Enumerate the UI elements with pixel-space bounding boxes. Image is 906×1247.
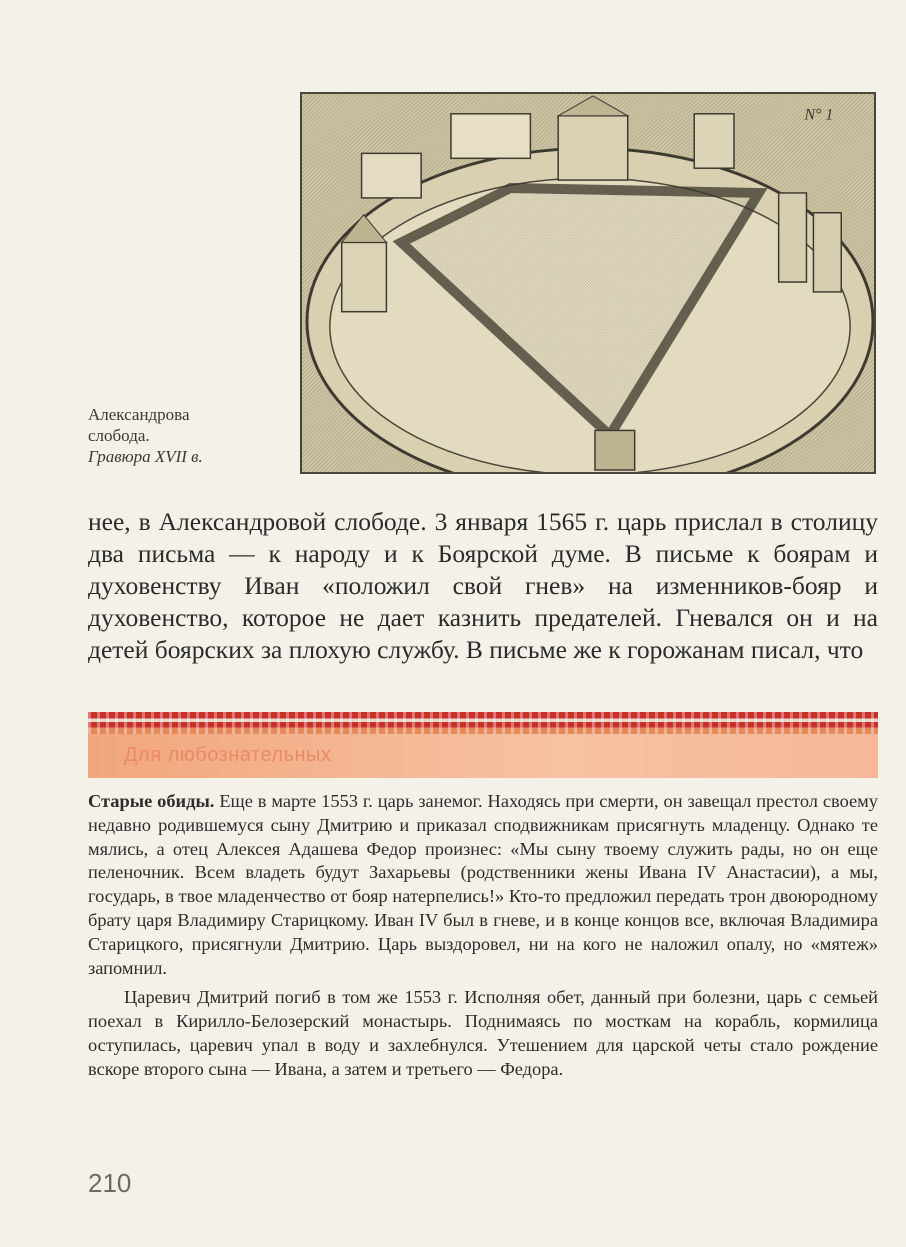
sidebar-header-band: [88, 734, 878, 778]
caption-line-2: слобода.: [88, 426, 150, 445]
page-number: 210: [88, 1168, 132, 1198]
sidebar-decorative-stripe: [88, 712, 878, 734]
engraving-image: [300, 92, 876, 474]
alexandrova-sloboda-engraving: [302, 94, 874, 472]
caption-line-3: Гравюра XVII в.: [88, 447, 203, 466]
main-paragraph: нее, в Александровой слободе. 3 января 1565 г. царь прислал в столицу два письма — к народу и к Боярской думе. В письме к боярам и духовенству Иван «положил свой гнев» на изменников-бояр и духовенство, которое не дает казнить предателей. Гневался он и на детей боярских за плохую службу. В письме же к горожанам писал, что: [88, 507, 878, 664]
main-body-text: [88, 506, 878, 666]
caption-line-1: Александрова: [88, 405, 190, 424]
sidebar-title: Для любознательных: [124, 744, 332, 766]
sidebar-paragraph-1-body: Еще в марте 1553 г. царь занемог. Находясь при смерти, он завещал престол своему недавно родившемуся сыну Дмитрию и приказал сподвижникам присягнуть младенцу. Однако те мялись, а отец Алексея Адашева Федор произнес: «Мы сыну твоему служить рады, но он еще пеленочник. Всем владеть будут Захарьевы (родственники жены Ивана IV Анастасии), а мы, государь, в твое младенчество от бояр натерпелись!» Кто-то предложил передать трон двоюродному брату царя Владимиру Старицкому. Иван IV был в гневе, и в конце концов все, включая Владимира Старицкого, присягнули Дмитрию. Царь выздоровел, ни на кого не наложил опалу, но «мятеж» запомнил.: [88, 791, 878, 978]
plate-number: N° 1: [804, 106, 834, 124]
sidebar-paragraph-2: Царевич Дмитрий погиб в том же 1553 г. Исполняя обет, данный при болезни, царь с семьей поехал в Кирилло-Белозерский монастырь. Поднимаясь по мосткам на корабль, кормилица оступилась, царевич упал в воду и захлебнулся. Утешением для царской четы стало рождение вскоре второго сына — Ивана, а затем и третьего — Федора.: [88, 987, 878, 1079]
figure-caption: [88, 404, 288, 467]
sidebar-paragraph-1: [88, 790, 878, 980]
sidebar-paragraph-lead: Старые обиды.: [88, 791, 215, 811]
sidebar-text-block: [88, 790, 878, 1082]
